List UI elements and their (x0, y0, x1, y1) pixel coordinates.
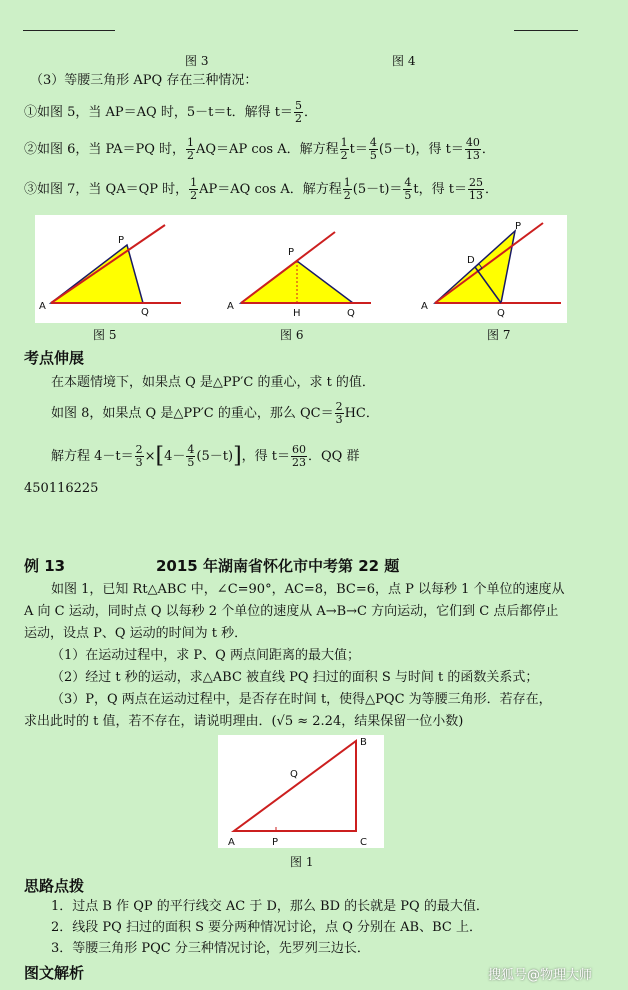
example-p1: 如图 1，已知 Rt△ABC 中，∠C=90°，AC=8，BC=6，点 P 以每秒 1 个单位的速度从 (51, 582, 565, 597)
hint-2: 2．线段 PQ 扫过的面积 S 要分两种情况讨论，点 Q 分别在 AB、BC 上． (51, 920, 482, 935)
example-q3a: （3）P，Q 两点在运动过程中，是否存在时间 t，使得△PQC 为等腰三角形．若存在， (51, 692, 552, 707)
example-label: 例 13 (24, 557, 66, 575)
fig5-caption: 图 5 (93, 328, 117, 342)
extension-line3: 解方程 4－t＝ $\frac{2}{3}$ ×[4－ $\frac{4}{5}$ (5－t)]，得 t＝ $\frac{60}{23}$ ．QQ 群 (51, 443, 360, 469)
fig6-label-A: A (227, 301, 234, 312)
analysis-title: 图文解析 (24, 964, 85, 982)
fig6-label-Q: Q (347, 308, 355, 319)
fig1-label-A: A (228, 837, 235, 848)
figures-5-6-7-svg (35, 215, 567, 323)
part3-case3: ③如图 7，当 QA＝QP 时， $\frac{1}{2}$ AP＝AQ cos A．解方程 $\frac{1}{2}$ (5－t)＝ $\frac{4}{5}$ t，得 t＝ $\frac{25}{13}$ ． (24, 176, 498, 202)
part3-case1: ①如图 5，当 AP＝AQ 时，5－t＝t．解得 t＝ $\frac{5}{2}$ ． (24, 99, 317, 125)
fig4-caption: 图 4 (392, 54, 416, 68)
fig7-label-A: A (421, 301, 428, 312)
case1-fraction: $\frac{5}{2}$ (294, 99, 302, 125)
example-p3: 运动，设点 P、Q 运动的时间为 t 秒． (24, 626, 248, 641)
example-title: 2015 年湖南省怀化市中考第 22 题 (156, 557, 400, 575)
fig3-caption: 图 3 (185, 54, 209, 68)
fig1-label-C: C (360, 837, 367, 848)
extension-title: 考点伸展 (24, 349, 85, 367)
fig6-label-P: P (288, 247, 295, 258)
fig1-triangle (234, 741, 356, 831)
fig7-label-D: D (467, 255, 475, 266)
fig1-svg (218, 735, 384, 848)
fig1-label-B: B (360, 737, 367, 748)
example-q2: （2）经过 t 秒的运动，求△ABC 被直线 PQ 扫过的面积 S 与时间 t 的函数关系式； (51, 670, 539, 685)
case1-text: ①如图 5，当 AP＝AQ 时，5－t＝t．解得 t＝ (24, 105, 293, 120)
fig6-caption: 图 6 (280, 328, 304, 342)
fig5-label-Q: Q (141, 307, 149, 318)
extension-line1: 在本题情境下，如果点 Q 是△PP′C 的重心，求 t 的值． (51, 375, 375, 390)
watermark: 搜狐号@物理大师 (488, 968, 593, 983)
fig6-diagram (227, 232, 371, 319)
extension-line2: 如图 8，如果点 Q 是△PP′C 的重心，那么 QC＝ $\frac{2}{3}$ HC． (51, 400, 379, 426)
example-q3b: 求出此时的 t 值，若不存在，请说明理由．(√5 ≈ 2.24，结果保留一位小数) (24, 714, 464, 729)
fig7-label-P: P (515, 221, 522, 232)
part3-case2: ②如图 6，当 PA＝PQ 时， $\frac{1}{2}$ AQ＝AP cos A．解方程 $\frac{1}{2}$ t＝ $\frac{4}{5}$ (5－t)，得 t＝ $\frac{40}{13}$ ． (24, 136, 495, 162)
fig7-label-Q: Q (497, 308, 505, 319)
fig1-caption: 图 1 (290, 855, 314, 869)
fig5-label-P: P (118, 235, 125, 246)
fig7-caption: 图 7 (487, 328, 511, 342)
hint-3: 3．等腰三角形 PQC 分三种情况讨论，先罗列三边长． (51, 941, 370, 956)
part3-intro: （3）等腰三角形 APQ 存在三种情况： (30, 73, 258, 88)
hint-1: 1．过点 B 作 QP 的平行线交 AC 于 D，那么 BD 的长就是 PQ 的最大值． (51, 899, 489, 914)
figures-5-6-7-panel (35, 215, 567, 323)
fig5-diagram (39, 225, 181, 318)
example-p2: A 向 C 运动，同时点 Q 以每秒 2 个单位的速度从 A→B→C 方向运动，它们到 C 点后都停止 (24, 604, 559, 619)
fig1-label-P: P (272, 837, 279, 848)
hints-title: 思路点拨 (24, 877, 85, 895)
top-left-rule (23, 30, 115, 31)
fig7-diagram (421, 221, 561, 319)
top-right-rule (514, 30, 578, 31)
fig1-panel (218, 735, 384, 848)
fig1-label-Q: Q (290, 769, 298, 780)
fig6-label-H: H (293, 308, 301, 319)
fig5-label-A: A (39, 301, 46, 312)
example-q1: （1）在运动过程中，求 P、Q 两点间距离的最大值； (51, 648, 360, 663)
extension-line4: 450116225 (24, 481, 99, 496)
